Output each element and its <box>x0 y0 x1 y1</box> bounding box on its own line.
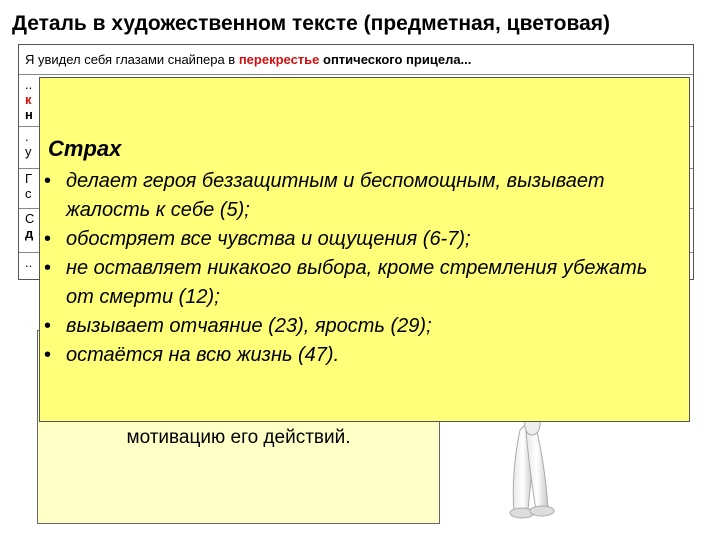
row-text-bold: н <box>25 107 33 122</box>
list-item-text: вызывает отчаяние (23), ярость (29); <box>66 315 432 337</box>
list-item-text: обостряет все чувства и ощущения (6-7); <box>66 228 471 250</box>
row-text: .. <box>25 255 33 270</box>
fear-popup <box>39 77 690 422</box>
bullet-icon: • <box>44 315 52 337</box>
list-item <box>44 254 669 312</box>
highlight-word: перекрестье <box>238 52 320 67</box>
popup-list <box>44 167 669 370</box>
bullet-icon: • <box>44 228 52 250</box>
row-text-bold: д <box>25 226 34 241</box>
list-item-text: не оставляет никакого выбора, кроме стремления убежать от смерти (12); <box>66 257 648 308</box>
slide-title: Деталь в художественном тексте (предметная, цветовая) <box>12 12 610 35</box>
row-text: С <box>25 211 35 226</box>
list-item-text: делает героя беззащитным и беспомощным, вызывает жалость к себе (5); <box>66 170 605 221</box>
table-row <box>19 45 693 75</box>
list-item <box>44 167 669 225</box>
list-item <box>44 341 669 370</box>
bullet-icon: • <box>44 170 52 192</box>
bullet-icon: • <box>44 257 52 279</box>
list-item <box>44 312 669 341</box>
list-item <box>44 225 669 254</box>
row-text-red: к <box>25 92 32 107</box>
row-text: с <box>25 186 32 201</box>
row-text: Г <box>25 171 33 186</box>
list-item-text: остаётся на всю жизнь (47). <box>66 344 340 366</box>
note-text: мотивацию его действий. <box>126 427 351 448</box>
row-text: Я увидел себя глазами снайпера в <box>25 52 239 67</box>
row-text-bold: оптического прицела... <box>319 52 472 67</box>
row-text: .. <box>25 77 33 92</box>
popup-title: Страх <box>48 136 122 161</box>
row-text: у <box>25 144 32 159</box>
row-text: . <box>25 129 29 144</box>
bullet-icon: • <box>44 344 52 366</box>
